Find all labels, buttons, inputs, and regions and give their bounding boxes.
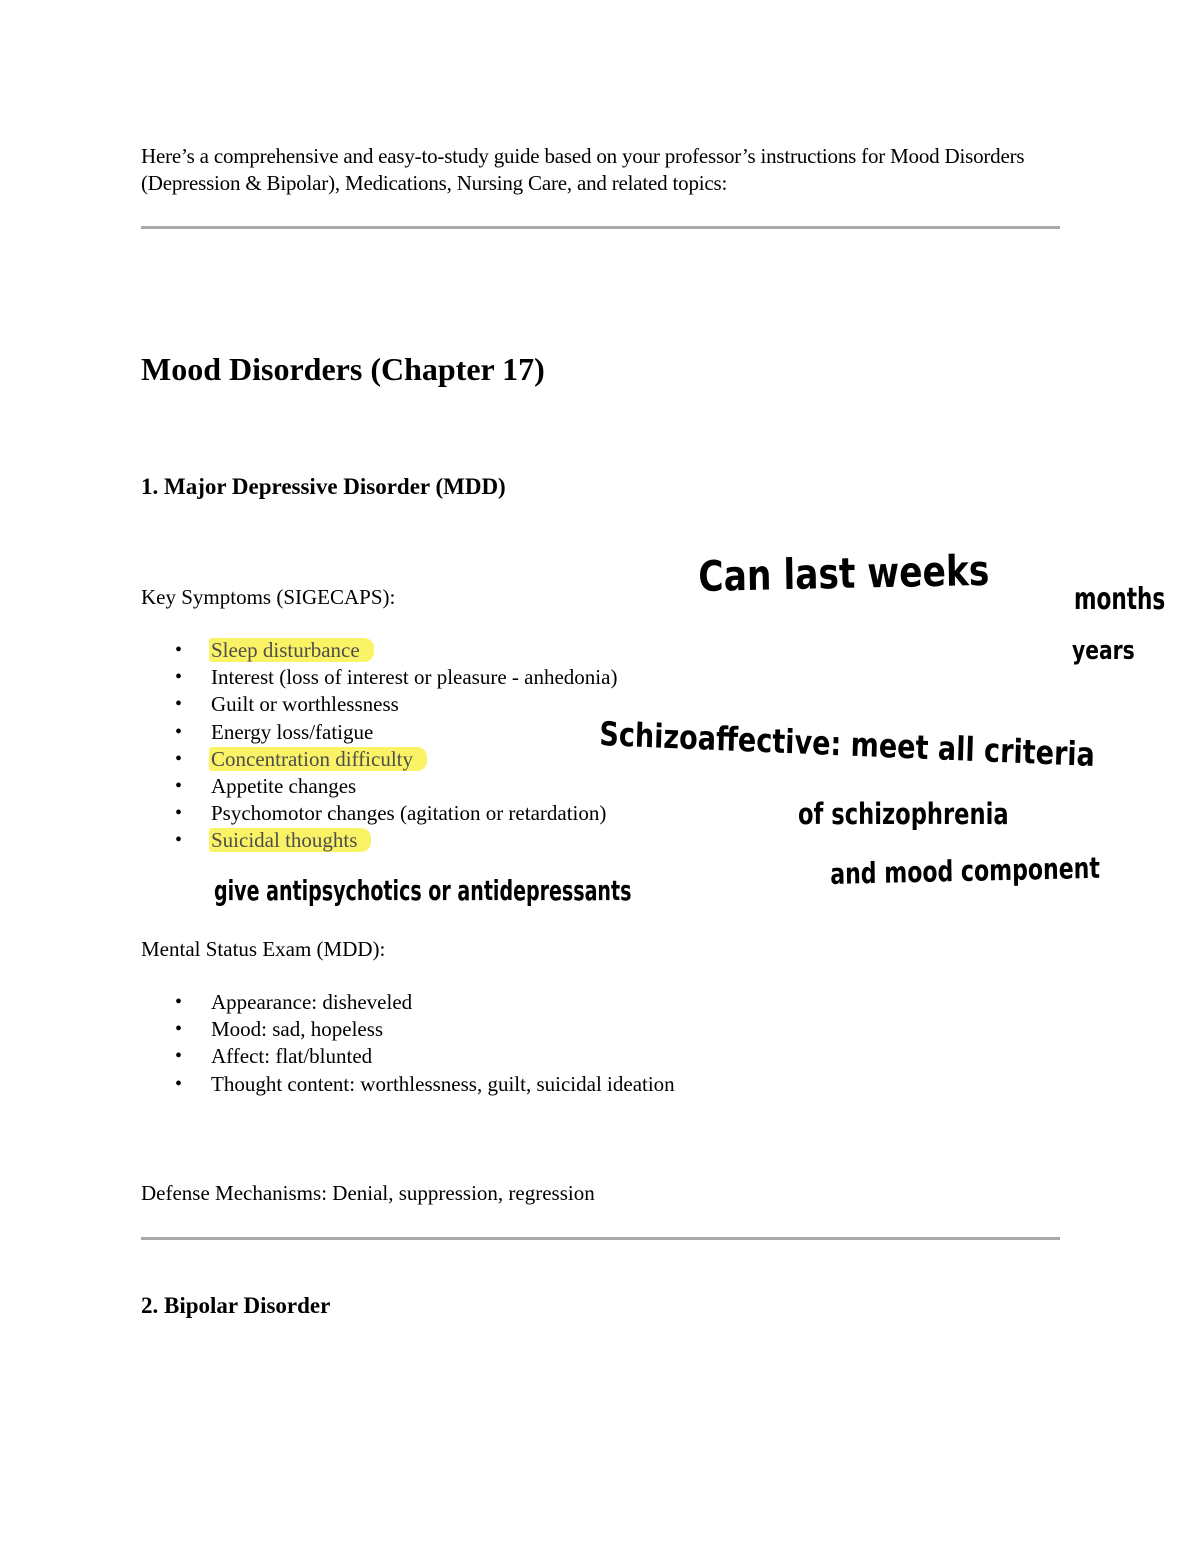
section-heading-mdd: 1. Major Depressive Disorder (MDD) xyxy=(141,474,506,499)
mse-label: Mental Status Exam (MDD): xyxy=(141,937,386,961)
handwritten-note-mood-component: and mood component xyxy=(830,850,1101,891)
horizontal-rule xyxy=(141,226,1060,229)
list-item-text: Interest (loss of interest or pleasure - anhedonia) xyxy=(211,665,618,690)
list-item xyxy=(141,1016,675,1043)
list-item-text: Guilt or worthlessness xyxy=(211,692,399,717)
section-heading-bipolar: 2. Bipolar Disorder xyxy=(141,1293,331,1318)
list-item xyxy=(141,1043,675,1070)
handwritten-note-schizophrenia: of schizophrenia xyxy=(798,797,1009,831)
list-item xyxy=(141,800,617,827)
list-item xyxy=(141,691,617,718)
list-item xyxy=(141,827,617,854)
handwritten-note-give: give antipsychotics or antidepressants xyxy=(214,874,632,907)
list-item xyxy=(141,664,617,691)
highlighted-text: Concentration difficulty xyxy=(209,747,427,771)
list-item-text: Appetite changes xyxy=(211,774,357,799)
page-title: Mood Disorders (Chapter 17) xyxy=(141,351,545,387)
list-item-text: Thought content: worthlessness, guilt, suicidal ideation xyxy=(211,1071,675,1096)
list-item xyxy=(141,773,617,800)
defense-mechanisms: Defense Mechanisms: Denial, suppression, regression xyxy=(141,1181,595,1205)
list-item xyxy=(141,746,617,773)
horizontal-rule xyxy=(141,1237,1060,1240)
handwritten-note-years: years xyxy=(1072,636,1135,666)
list-item xyxy=(141,719,617,746)
list-item-text: Appearance: disheveled xyxy=(211,990,413,1014)
list-item-text: Energy loss/fatigue xyxy=(211,719,374,744)
highlighted-text: Suicidal thoughts xyxy=(209,828,371,852)
symptoms-list xyxy=(141,637,617,855)
list-item xyxy=(141,989,675,1016)
handwritten-note-schizoaffective: Schizoaffective: meet all criteria xyxy=(598,714,1096,775)
highlighted-text: Sleep disturbance xyxy=(209,638,374,662)
list-item-text: Affect: flat/blunted xyxy=(211,1044,373,1069)
mse-list xyxy=(141,989,675,1098)
list-item xyxy=(141,1071,675,1098)
symptoms-label: Key Symptoms (SIGECAPS): xyxy=(141,585,396,609)
list-item-text: Psychomotor changes (agitation or retardation) xyxy=(211,801,607,826)
handwritten-note-months: months xyxy=(1074,582,1166,617)
list-item xyxy=(141,637,617,664)
handwritten-note-duration: Can last weeks xyxy=(698,545,990,601)
intro-paragraph: Here’s a comprehensive and easy-to-study guide based on your professor’s instructions for Mood Disorders (Depression & Bipolar), Medications, Nursing Care, and related topics: xyxy=(141,144,1025,195)
list-item-text: Mood: sad, hopeless xyxy=(211,1017,384,1042)
